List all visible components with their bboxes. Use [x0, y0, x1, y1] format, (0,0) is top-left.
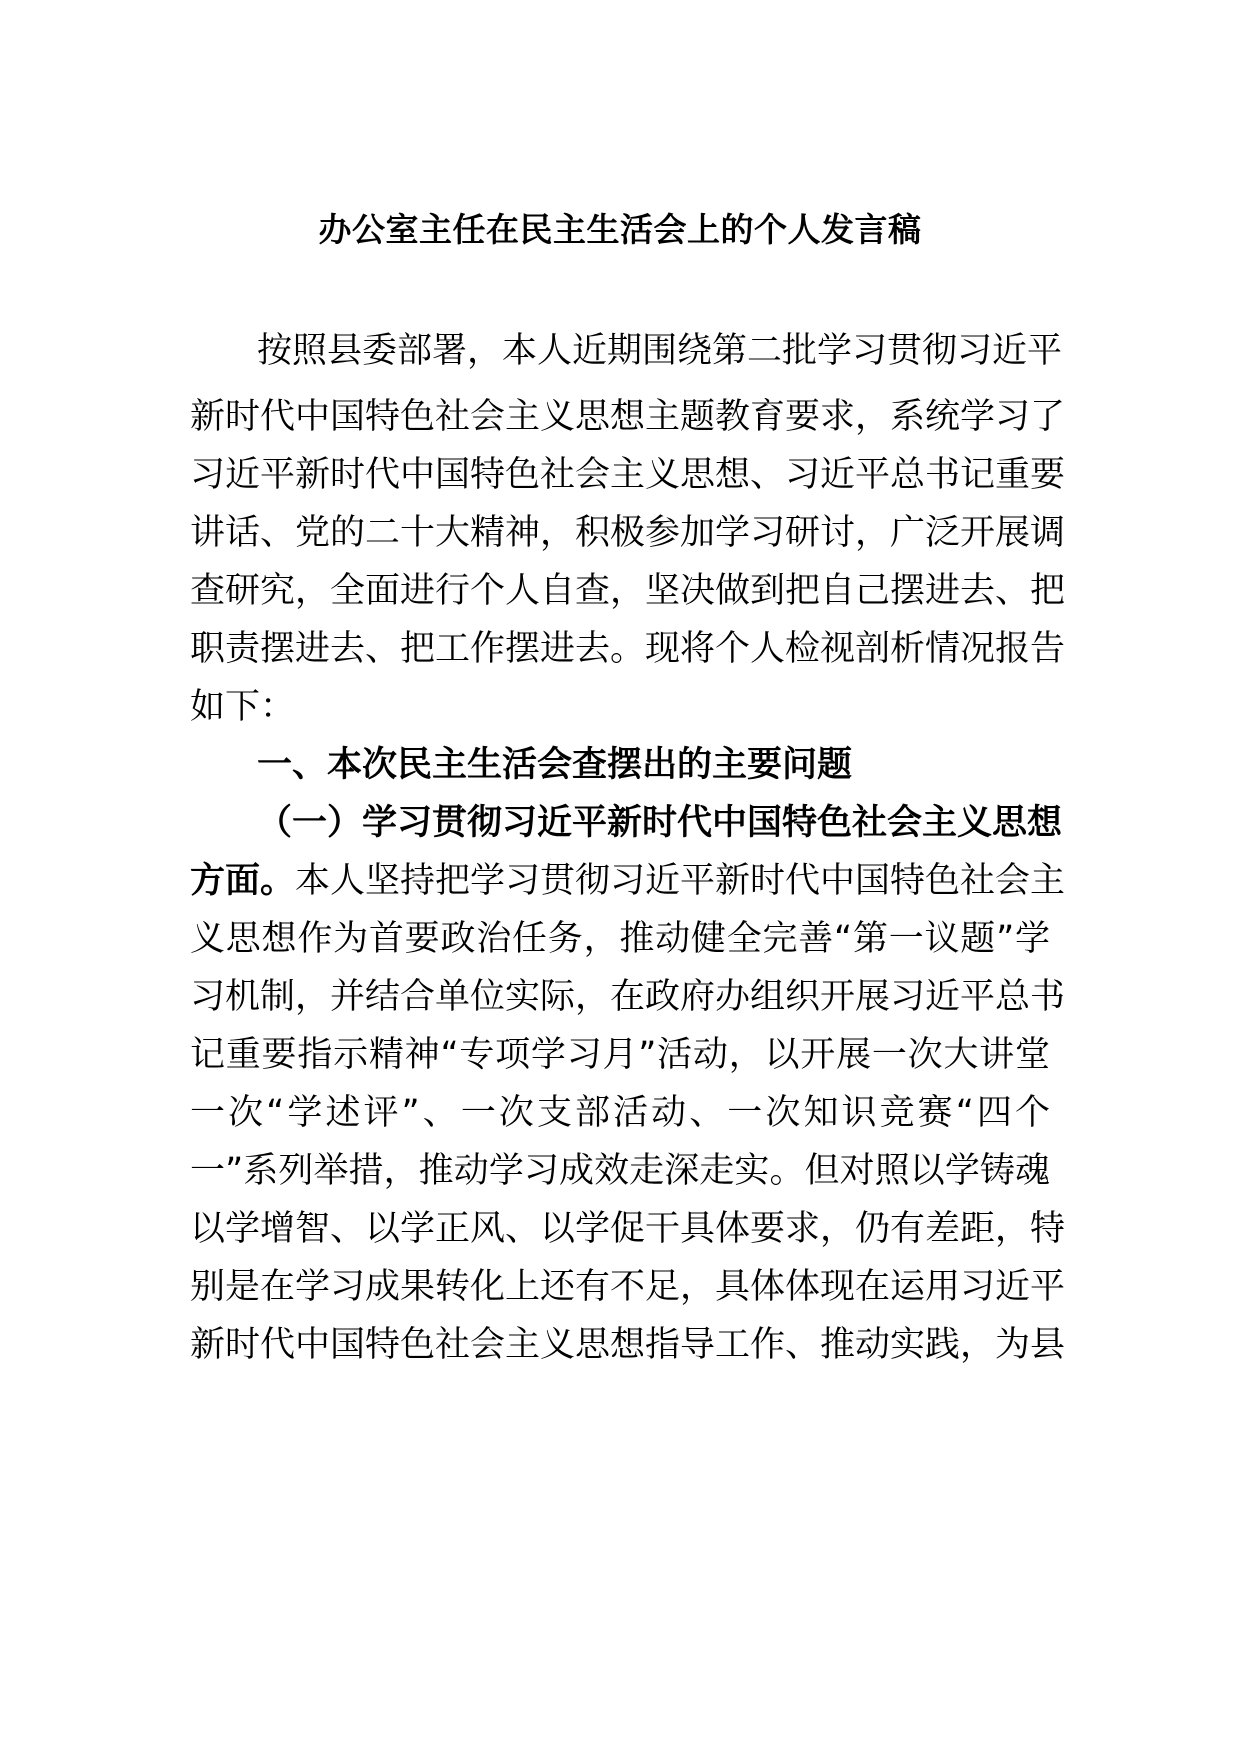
- paragraph-line: 习近平新时代中国特色社会主义思想、习近平总书记重要: [190, 455, 1066, 495]
- paragraph-line: 按照县委部署，本人近期围绕第二批学习贯彻习近平: [257, 331, 1063, 371]
- paragraph-line: 查研究，全面进行个人自查，坚决做到把自己摆进去、把: [190, 571, 1066, 611]
- paragraph-line: 以学增智、以学正风、以学促干具体要求，仍有差距，特: [190, 1209, 1066, 1249]
- paragraph-line: 讲话、党的二十大精神，积极参加学习研讨，广泛开展调: [190, 513, 1066, 553]
- paragraph-line: 记重要指示精神“专项学习月”活动，以开展一次大讲堂: [190, 1035, 1050, 1075]
- subsection-heading-tail: 方面。: [190, 861, 296, 901]
- subsection-heading: （一）学习贯彻习近平新时代中国特色社会主义思想: [257, 803, 1063, 843]
- paragraph-line: 别是在学习成果转化上还有不足，具体体现在运用习近平: [190, 1267, 1066, 1307]
- paragraph-line: 新时代中国特色社会主义思想主题教育要求，系统学习了: [190, 397, 1066, 437]
- paragraph-line: [190, 848, 1066, 914]
- paragraph-line: 如下：: [190, 687, 296, 727]
- paragraph-line: 职责摆进去、把工作摆进去。现将个人检视剖析情况报告: [190, 629, 1066, 669]
- paragraph-line: 一”系列举措，推动学习成效走深走实。但对照以学铸魂: [190, 1151, 1050, 1191]
- paragraph-line: 新时代中国特色社会主义思想指导工作、推动实践，为县: [190, 1325, 1066, 1365]
- section-heading: 一、本次民主生活会查摆出的主要问题: [257, 745, 853, 785]
- paragraph-text: 本人坚持把学习贯彻习近平新时代中国特色社会主: [295, 861, 1066, 901]
- paragraph-line: 一次“学述评”、一次支部活动、一次知识竞赛“四个: [190, 1093, 1050, 1133]
- paragraph-line: 习机制，并结合单位实际，在政府办组织开展习近平总书: [190, 977, 1066, 1017]
- document-title: 办公室主任在民主生活会上的个人发言稿: [318, 210, 922, 249]
- paragraph-line: 义思想作为首要政治任务，推动健全完善“第一议题”学: [190, 919, 1050, 959]
